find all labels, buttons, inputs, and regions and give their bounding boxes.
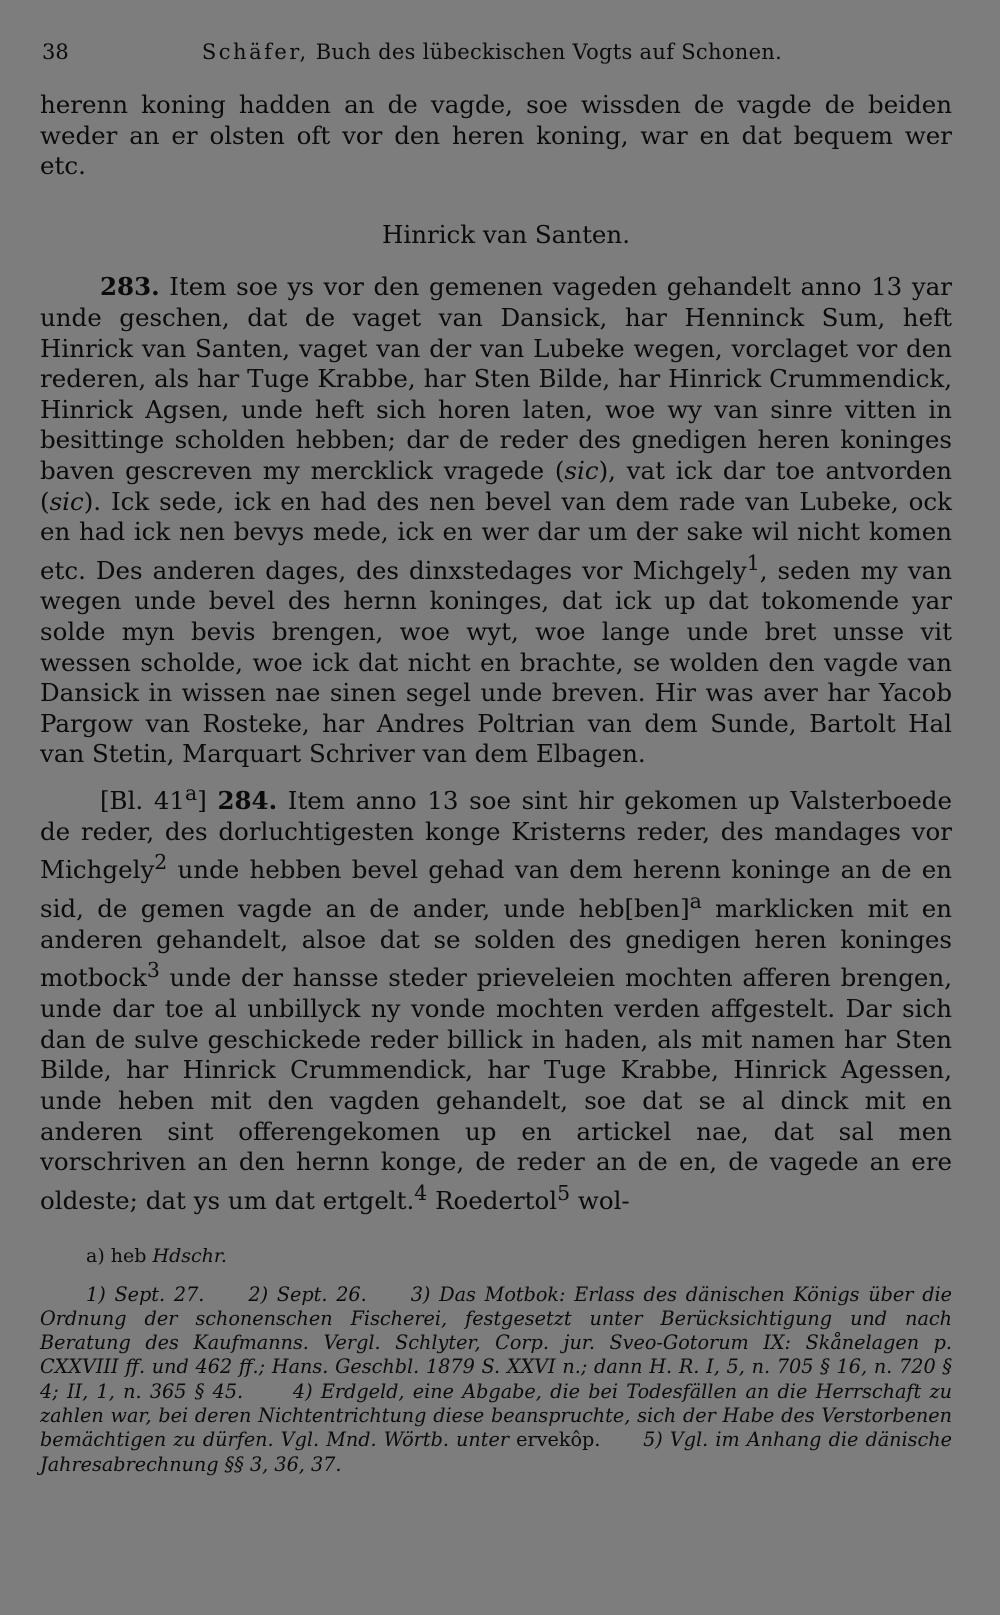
page-number: 38: [42, 40, 69, 64]
footnote-2: 2) Sept. 26.: [248, 1282, 367, 1306]
critical-note-ref[interactable]: a: [689, 889, 702, 914]
entry-text: marklicken mit en anderen gehandelt, alsoe dat se solden des gnedigen heren koninges motbock: [40, 894, 952, 993]
footnote-4-term: ervekôp.: [516, 1428, 601, 1452]
entry-text: , seden my van wegen unde bevel des hernn koninges, dat ick up dat tokomende yar solde myn bevis brengen, woe wyt, woe lange unde bret unsse vit wessen scholde, woe ick dat nicht en brachte, se wolden den vagde van Dansick in wissen nae sinen segel unde breven. Hir was aver har Yacob Pargow van Rosteke, har Andres Poltrian van dem Sunde, Bartolt Hal van Stetin, Marquart Schriver van dem Elbagen.: [40, 555, 952, 769]
main-text: [40, 90, 952, 1217]
footnote-ref[interactable]: 3: [146, 958, 160, 983]
critical-note-source: Hdschr.: [152, 1244, 227, 1267]
footnote-4: 4) Erdgeld, eine Abgabe, die bei Todesfällen an die Herrschaft zu zahlen war, bei deren Nichtentrichtung diese beanspruchte, sich der Habe des Verstorbenen bemächtigen zu dürfen. Vgl. Mnd. Wörtb. unter: [40, 1379, 952, 1452]
folio-close: ]: [197, 786, 207, 816]
section-heading: Hinrick van Santen.: [382, 219, 630, 249]
footnote-ref[interactable]: 1: [746, 550, 760, 575]
folio-side: a: [185, 781, 198, 806]
running-author: Schäfer,: [201, 40, 309, 64]
folio-text: [Bl. 41: [100, 786, 186, 816]
entry-number: 284.: [217, 786, 278, 816]
running-title-text: Buch des lübeckischen Vogts auf Schonen.: [315, 40, 783, 64]
footnote-5: 5) Vgl. im Anhang die dänische Jahresabrechnung §§ 3, 36, 37.: [40, 1428, 952, 1476]
footnote-ref[interactable]: 2: [154, 850, 168, 875]
entry-text: Item anno 13 soe sint hir gekomen up Valsterboede de reder, des dorluchtigesten konge Kristerns reder, des mandages vor Michgely: [40, 786, 952, 885]
footnote-ref[interactable]: 4: [414, 1180, 428, 1205]
critical-apparatus: [86, 1245, 952, 1267]
entry-text: Roedertol: [427, 1185, 558, 1215]
entry-text: Item soe ys vor den gemenen vageden gehandelt anno 13 yar unde geschen, dat de vaget van Dansick, har Henninck Sum, heft Hinrick van Santen, vaget van der van Lubeke wegen, vorclaget vor den rederen, als har Tuge Krabbe, har Sten Bilde, har Hinrick Crummendick, Hinrick Agsen, unde heft sich horen laten, woe wy van sinre vitten in besittinge scholden hebben; dar de reder des gnedigen heren koninges baven gescreven my mercklick vragede (: [40, 272, 953, 485]
footnote-3: 3) Das Motbok: Erlass des dänischen Königs über die Ordnung der schonenschen Fischerei, festgesetzt unter Berücksichtigung und nach Beratung des Kaufmanns. Vergl. Schlyter, Corp. jur. Sveo-Gotorum IX: Skånelagen p. CXXVIII ff. und 462 ff.; Hans. Geschbl. 1879 S. XXVI n.; dann H. R. I, 5, n. 705 § 16, n. 720 § 4; II, 1, n. 365 § 45.: [40, 1282, 953, 1403]
entry-text: unde der hansse steder prieveleien mochten afferen brengen, unde dar toe al unbillyck ny vonde mochten verden affgestelt. Dar sich dan de sulve geschickede reder billick in haden, als mit namen har Sten Bilde, har Hinrick Crummendick, har Tuge Krabbe, Hinrick Agessen, unde heben mit den vagden gehandelt, soe dat se al dinck mit en anderen sint offerengekomen up en artickel nae, dat sal men vorschriven an den hernn konge, de reder an de en, de vagede an ere oldeste; dat ys um dat ertgelt.: [40, 963, 952, 1215]
entry-number: 283.: [100, 272, 160, 302]
entry-text: wol-: [570, 1185, 630, 1215]
running-title: [142, 40, 952, 64]
footnote-ref[interactable]: 5: [557, 1180, 571, 1205]
footnotes: [40, 1283, 952, 1477]
critical-note-reading: heb: [110, 1244, 147, 1267]
critical-note-label: a): [86, 1244, 105, 1267]
entry-text: unde hebben bevel gehad van dem herenn koninge an de en sid, de gemen vagde an de ander, unde heb[ben]: [40, 855, 952, 924]
entry-283: [40, 272, 952, 770]
entry-text: ). Ick sede, ick en had des nen bevel van dem rade van Lubeke, ock en had ick nen bevys mede, ick en wer dar um der sake wil nicht komen etc. Des anderen dages, des dinxstedages vor Michgely: [40, 486, 952, 585]
spacer: [40, 770, 952, 778]
continuation-paragraph: herenn koning hadden an de vagde, soe wissden de vagde de beiden weder an er olsten oft vor den heren koning, war en dat bequem wer etc.: [40, 90, 952, 181]
entry-text: ), vat ick dar toe antvorden (: [40, 455, 952, 516]
footnote-block: [40, 1283, 952, 1477]
sic-marker: sic: [49, 486, 84, 516]
sic-marker: sic: [564, 455, 599, 485]
footnote-1: 1) Sept. 27.: [86, 1282, 205, 1306]
entry-284: [40, 778, 952, 1217]
running-head: [40, 40, 952, 64]
folio-marker: [100, 781, 207, 816]
